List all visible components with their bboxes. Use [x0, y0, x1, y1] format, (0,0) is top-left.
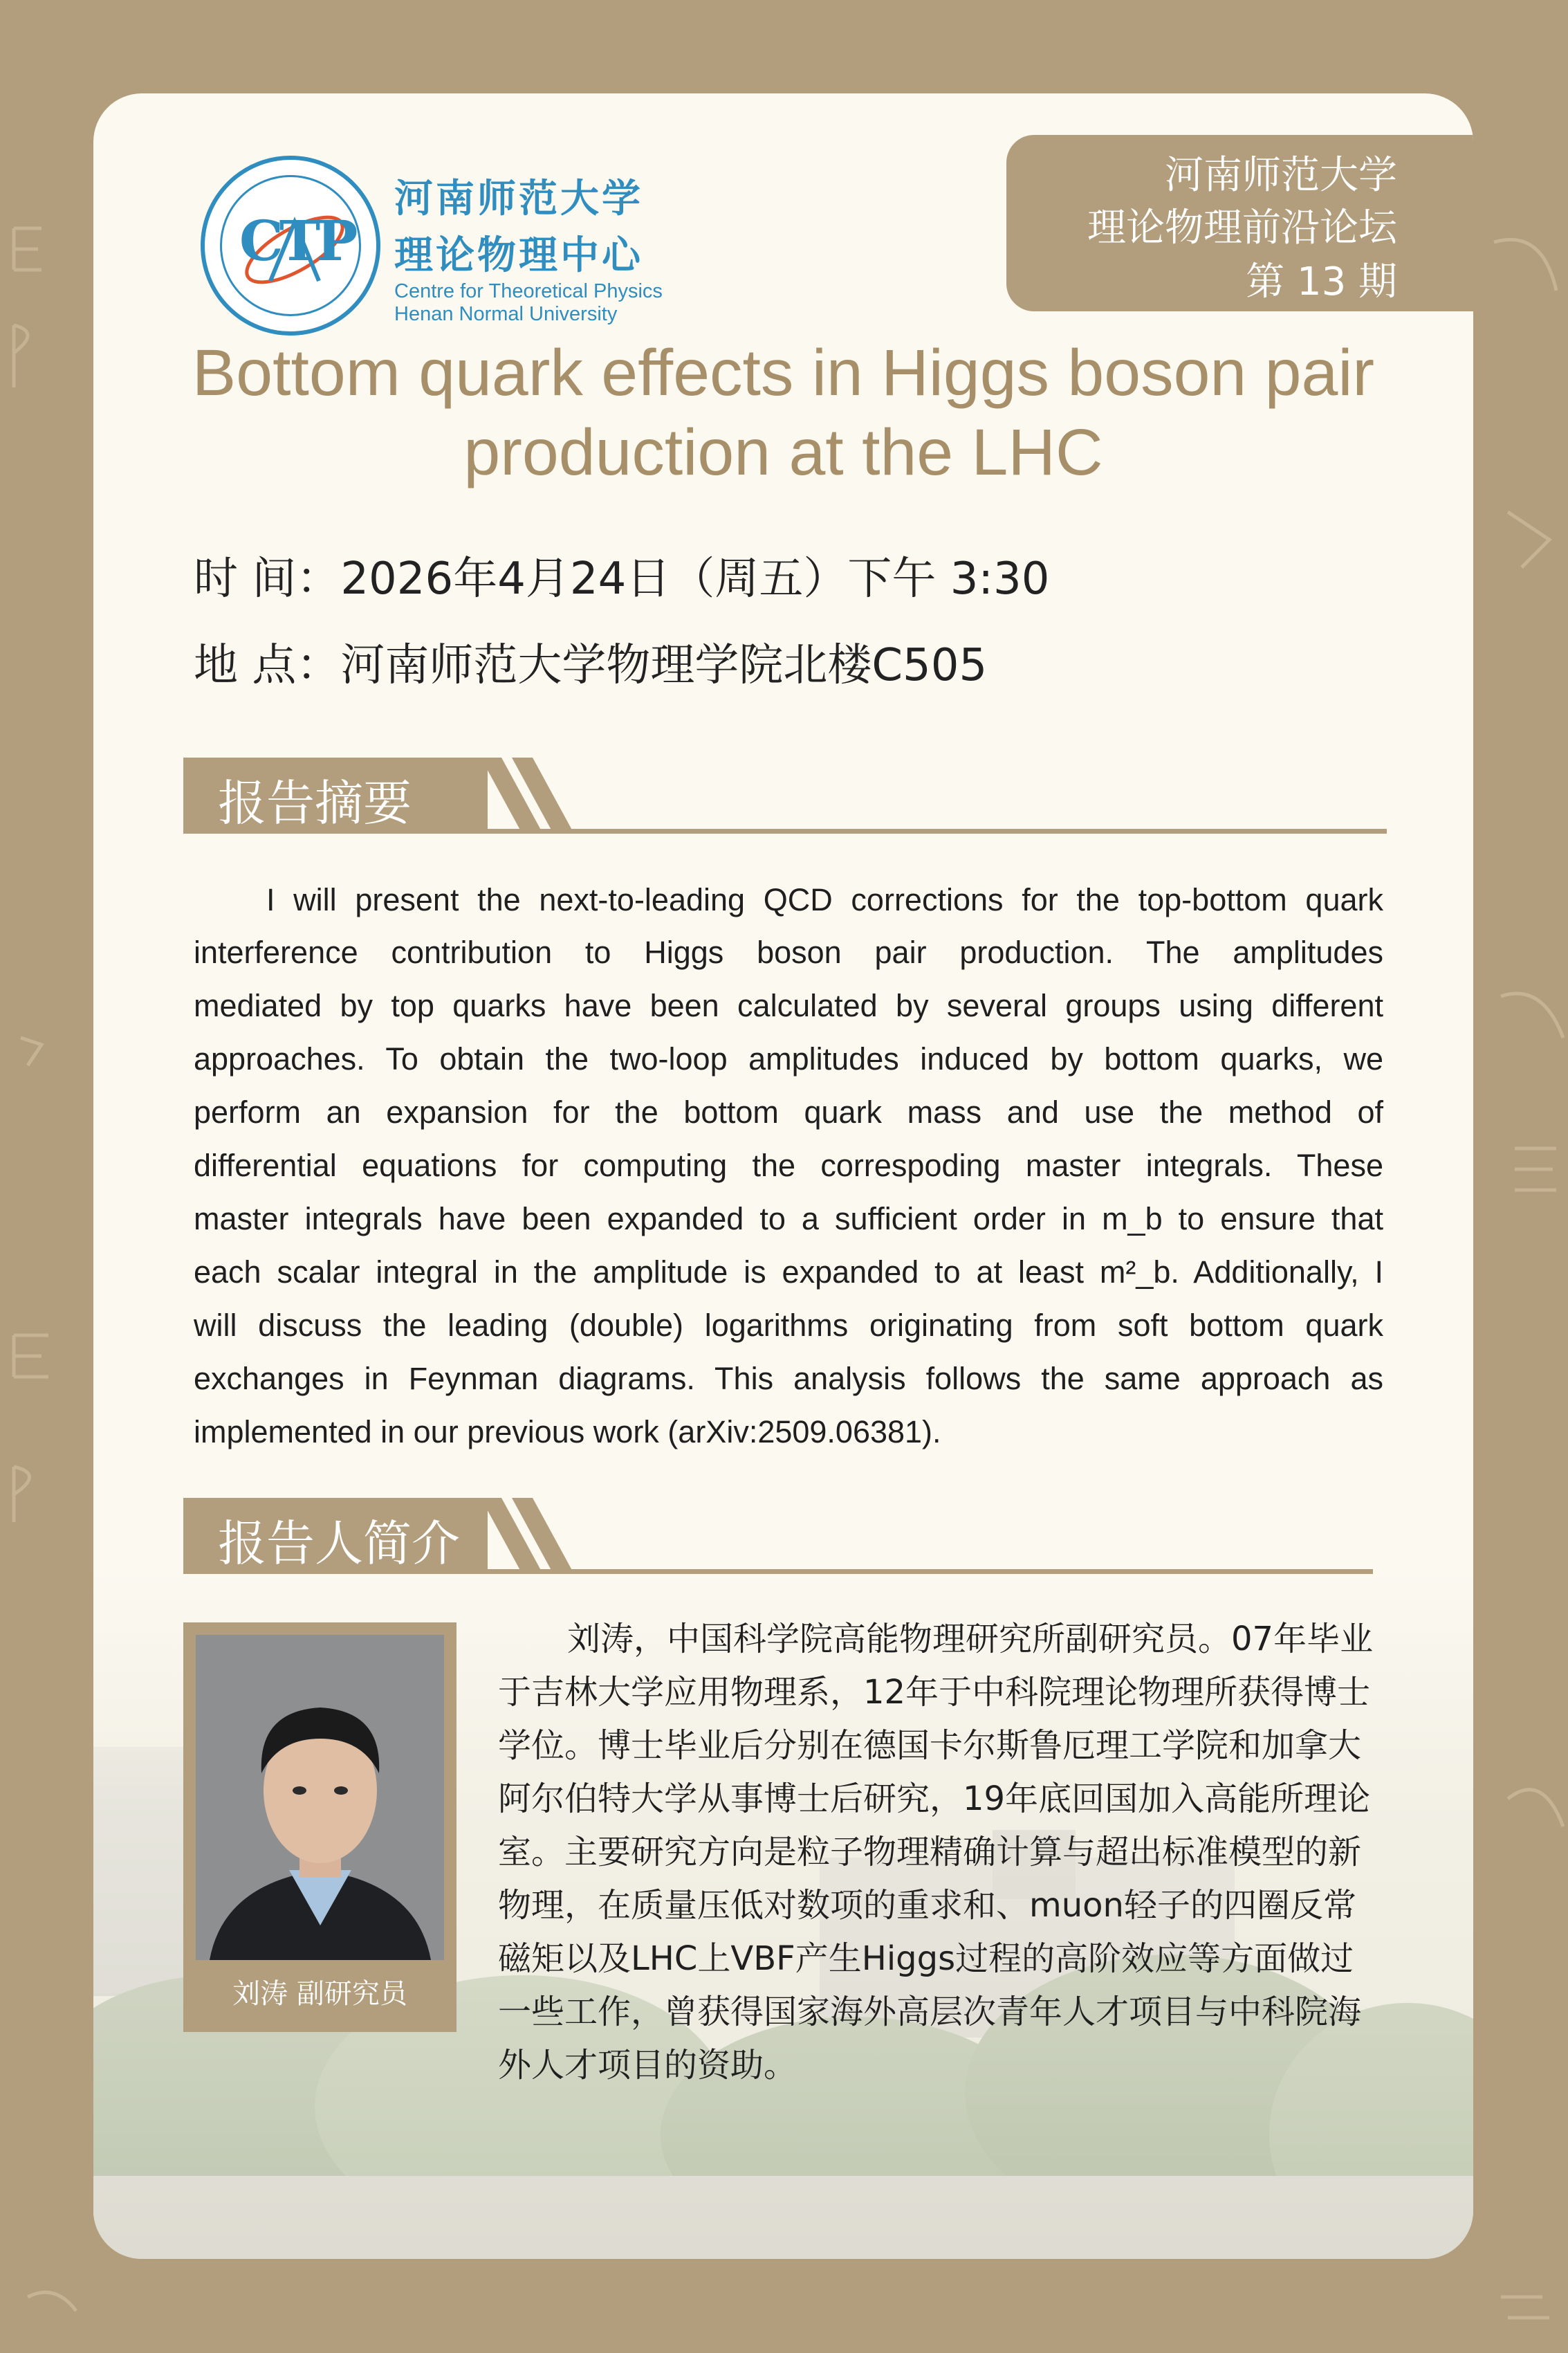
bio-line: 刘涛，中国科学院高能物理研究所副研究员。07年毕业	[567, 1620, 1374, 1658]
speaker-portrait-icon	[196, 1635, 444, 1960]
abstract-line: perform an expansion for the bottom quark mass and use the method of	[194, 1095, 1383, 1130]
logo-name-en-1: Centre for Theoretical Physics	[394, 280, 663, 302]
abstract-line: interference contribution to Higgs boson pair production. The amplitudes	[194, 935, 1383, 970]
speaker-photo	[196, 1635, 444, 1960]
abstract-line: approaches. To obtain the two-loop amplitudes induced by bottom quarks, we	[194, 1041, 1383, 1077]
forum-line-2: 理论物理前沿论坛	[1087, 205, 1397, 250]
institute-logo	[201, 156, 685, 336]
talk-title-line-2: production at the LHC	[463, 416, 1103, 489]
speaker-section-title: 报告人简介	[218, 1515, 460, 1572]
bio-line: 外人才项目的资助。	[498, 2046, 797, 2085]
logo-ctp-text: CTP	[239, 208, 354, 273]
logo-emblem	[201, 156, 380, 336]
abstract-line: each scalar integral in the amplitude is expanded to at least m²_b. Additionally, I	[194, 1254, 1383, 1290]
speaker-caption: 刘涛 副研究员	[232, 1978, 407, 2010]
abstract-line: will discuss the leading (double) logarithms originating from soft bottom quark	[194, 1308, 1383, 1343]
abstract-line: mediated by top quarks have been calculated by several groups using different	[194, 988, 1383, 1023]
abstract-line: master integrals have been expanded to a sufficient order in m_b to ensure that	[194, 1201, 1383, 1236]
bio-line: 学位。博士毕业后分别在德国卡尔斯鲁厄理工学院和加拿大	[498, 1726, 1362, 1765]
abstract-section-title: 报告摘要	[218, 775, 412, 832]
section-slash-icon	[481, 758, 584, 834]
bio-line: 于吉林大学应用物理系，12年于中科院理论物理所获得博士	[498, 1673, 1371, 1712]
bio-line: 室。主要研究方向是粒子物理精确计算与超出标准模型的新	[498, 1833, 1362, 1871]
abstract-line: differential equations for computing the correspoding master integrals. These	[194, 1148, 1383, 1183]
logo-name-cn-1: 河南师范大学	[394, 176, 643, 221]
bio-line: 磁矩以及LHC上VBF产生Higgs过程的高阶效应等方面做过	[498, 1939, 1354, 1978]
bio-line: 一些工作，曾获得国家海外高层次青年人才项目与中科院海	[498, 1993, 1362, 2031]
section-slash-icon	[481, 1498, 584, 1574]
speaker-photo-frame	[183, 1622, 456, 2032]
talk-time: 时 间：2026年4月24日（周五）下午 3:30	[194, 553, 1050, 605]
forum-issue: 第 13 期	[1246, 259, 1397, 304]
logo-name-cn-2: 理论物理中心	[394, 232, 643, 278]
talk-title-line-1: Bottom quark effects in Higgs boson pair	[192, 336, 1375, 410]
abstract-line: implemented in our previous work (arXiv:2509.06381).	[194, 1414, 941, 1449]
bio-line: 物理，在质量压低对数项的重求和、muon轻子的四圈反常	[498, 1886, 1356, 1925]
logo-name-en-2: Henan Normal University	[394, 303, 618, 325]
abstract-line: exchanges in Feynman diagrams. This analysis follows the same approach as	[194, 1361, 1383, 1396]
talk-place: 地 点：河南师范大学物理学院北楼C505	[194, 640, 988, 691]
forum-tab	[1006, 135, 1473, 311]
abstract-line: I will present the next-to-leading QCD corrections for the top-bottom quark	[266, 882, 1383, 917]
poster-card	[93, 93, 1473, 2259]
bio-line: 阿尔伯特大学从事博士后研究，19年底回国加入高能所理论	[498, 1779, 1371, 1818]
forum-line-1: 河南师范大学	[1165, 153, 1397, 198]
